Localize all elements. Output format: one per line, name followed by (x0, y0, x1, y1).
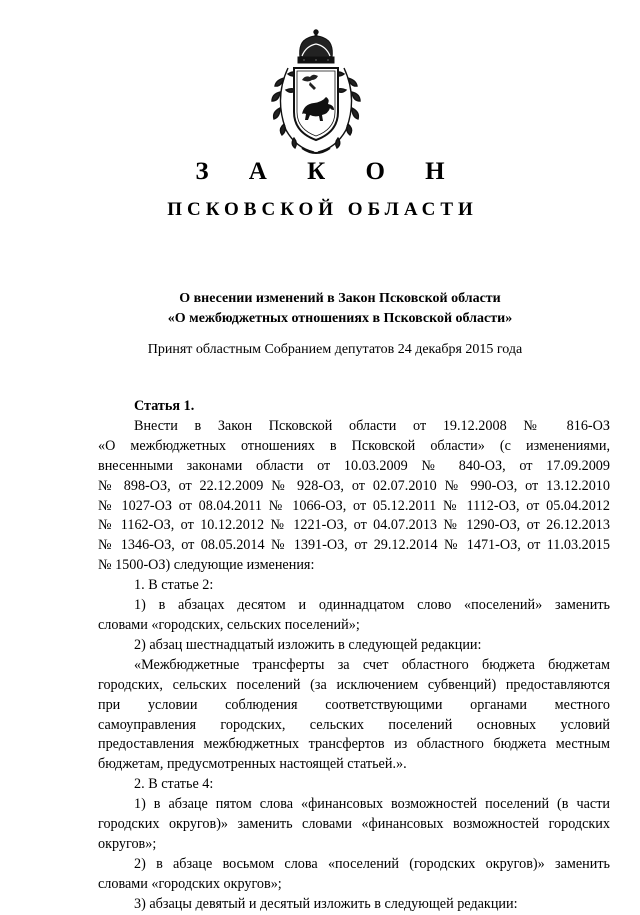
list-item: 2) абзац шестнадцатый изложить в следующей редакции: (134, 636, 482, 653)
text-line: № 1162-ОЗ, от 10.12.2012 № 1221-ОЗ, от 04.07.2013 № 1290-ОЗ, от 26.12.2013 (98, 517, 610, 534)
text-line: № 1027-ОЗ от 08.04.2011 № 1066-ОЗ, от 05.12.2011 № 1112-ОЗ, от 05.04.2012 (98, 497, 610, 514)
article-title: Статья 1. (134, 398, 195, 414)
text-line: при условии соблюдения соответствующими органами местного (98, 696, 610, 713)
text-line: 1) в абзацах десятом и одиннадцатом слово «поселений» заменить (134, 597, 610, 614)
law-heading-line: «О межбюджетных отношениях в Псковской области» (167, 311, 513, 326)
text-line: предоставления межбюджетных трансфертов из областного бюджета местным (98, 736, 610, 753)
text-line: Внести в Закон Псковской области от 19.12.2008 № 816-ОЗ (134, 417, 610, 434)
article-intro (98, 417, 610, 576)
text-line: словами «городских округов»; (98, 875, 282, 892)
text-line: словами «городских, сельских поселений»; (98, 616, 360, 633)
text-line: внесенными законами области от 10.03.2009 № 840-ОЗ, от 17.09.2009 (98, 457, 610, 474)
list-item: 2. В статье 4: (134, 776, 214, 793)
text-line: округов»; (98, 835, 157, 852)
text-line: № 1346-ОЗ, от 08.05.2014 № 1391-ОЗ, от 29.12.2014 № 1471-ОЗ, от 11.03.2015 (98, 537, 610, 554)
text-line: «О межбюджетных отношениях в Псковской области» (с изменениями, (98, 437, 610, 454)
law-heading-line: О внесении изменений в Закон Псковской области (179, 291, 501, 306)
list-item (98, 596, 610, 636)
list-item: 3) абзацы девятый и десятый изложить в следующей редакции: (134, 895, 518, 912)
pskov-coat-of-arms-icon (262, 28, 370, 160)
list-item (98, 855, 610, 895)
quoted-text (98, 656, 610, 775)
adoption-note: Принят областным Собранием депутатов 24 декабря 2015 года (147, 342, 523, 357)
text-line: бюджетам, предусмотренных настоящей статьей.». (98, 756, 407, 773)
text-line: 2) в абзаце восьмом слова «поселений (городских округов)» заменить (134, 855, 610, 872)
text-line: городских округов)» заменить словами «финансовых возможностей городских (98, 816, 610, 833)
law-heading (120, 289, 560, 329)
document-subtitle: ПСКОВСКОЙ ОБЛАСТИ (167, 199, 478, 220)
text-line: городских, сельских поселений (за исключением субвенций) предоставляются (98, 676, 610, 693)
document-title: З А К О Н (195, 158, 462, 185)
document-body (98, 397, 610, 915)
text-line: самоуправления городских, сельских поселений основных условий (98, 716, 610, 733)
text-line: № 1500-ОЗ) следующие изменения: (98, 557, 315, 574)
text-line: 1) в абзаце пятом слова «финансовых возможностей поселений (в части (134, 796, 610, 813)
text-line: № 898-ОЗ, от 22.12.2009 № 928-ОЗ, от 02.07.2010 № 990-ОЗ, от 13.12.2010 (98, 477, 610, 494)
list-item (98, 795, 610, 855)
list-item: 1. В статье 2: (134, 577, 214, 594)
text-line: «Межбюджетные трансферты за счет областного бюджета бюджетам (134, 656, 610, 673)
